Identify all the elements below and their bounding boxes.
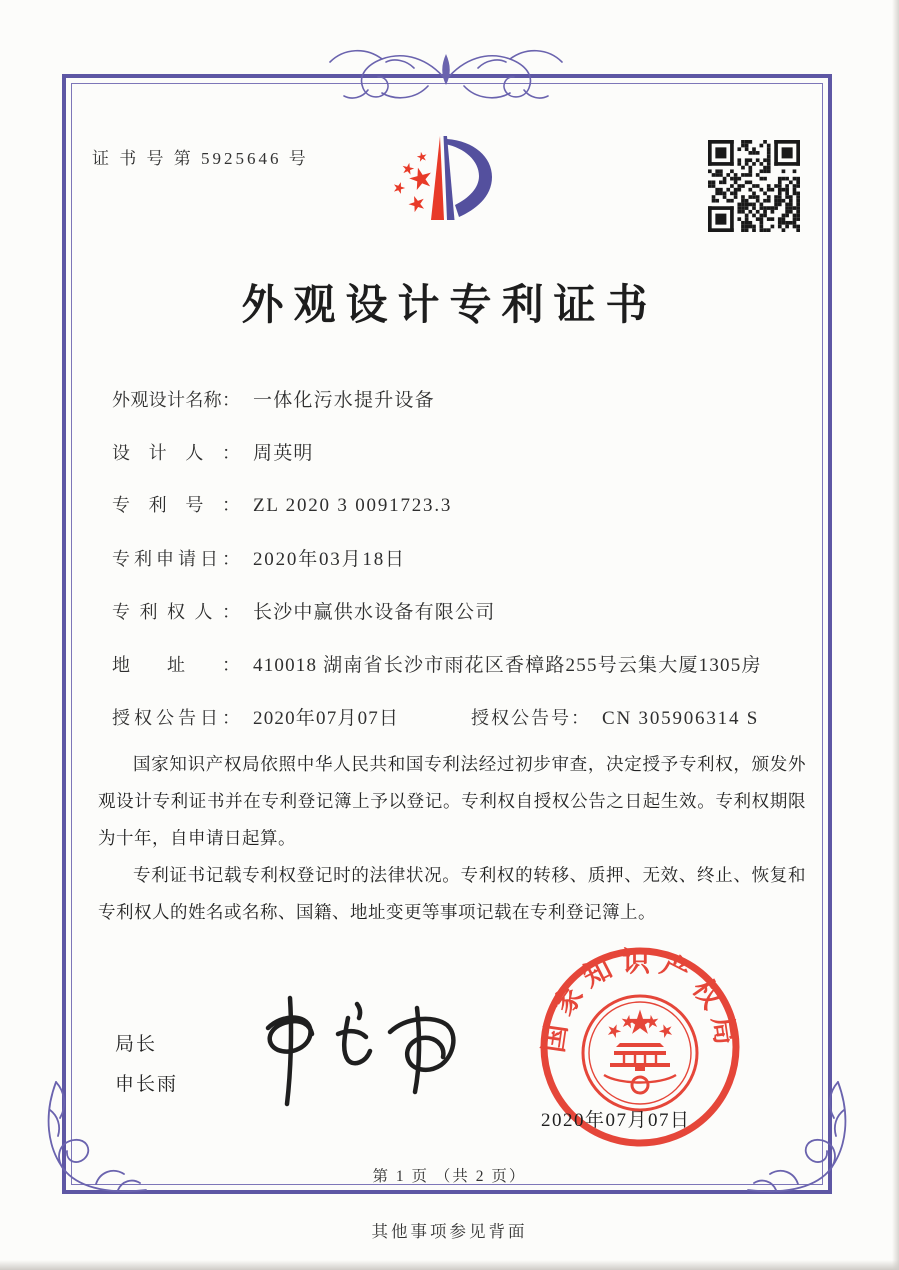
cnipa-logo-icon <box>372 130 522 244</box>
legal-body-text <box>98 746 806 931</box>
field-label: 地址： <box>112 655 240 675</box>
field-label: 设计人： <box>112 443 240 463</box>
field-value: 一体化污水提升设备 <box>253 390 435 411</box>
svg-text:国家知识产权局 <box>537 946 741 1055</box>
field-label: 专利申请日： <box>112 549 240 569</box>
page-number: 第 1 页 （共 2 页） <box>372 1168 527 1185</box>
field-design-name <box>112 385 435 412</box>
legal-paragraph-2: 专利证书记载专利权登记时的法律状况。专利权的转移、质押、无效、终止、恢复和专利权人的姓名或名称、国籍、地址变更等事项记载在专利登记簿上。 <box>98 865 806 923</box>
field-patentee <box>112 597 495 624</box>
field-label: 外观设计名称： <box>112 390 240 410</box>
field-value: 2020年07月07日 <box>253 708 400 729</box>
field-value: 周英明 <box>253 443 314 464</box>
field-label: 专利权人： <box>112 602 240 622</box>
qr-code <box>708 140 800 232</box>
certificate-title: 外观设计专利证书 <box>241 283 658 329</box>
field-value: 长沙中赢供水设备有限公司 <box>253 602 496 623</box>
legal-paragraph-1: 国家知识产权局依照中华人民共和国专利法经过初步审查，决定授予专利权，颁发外观设计专利证书并在专利登记簿上予以登记。专利权自授权公告之日起生效。专利权期限为十年，自申请日起算。 <box>98 754 806 849</box>
field-grant-row <box>112 703 759 730</box>
field-label: 专利号： <box>112 495 240 515</box>
scan-edge-shadow-right <box>892 0 899 1270</box>
field-value: CN 305906314 S <box>602 708 760 729</box>
handwritten-signature-icon <box>236 990 481 1115</box>
field-label: 授权公告日： <box>112 708 240 728</box>
seal-date: 2020年07月07日 <box>541 1110 691 1131</box>
field-value: 410018 湖南省长沙市雨花区香樟路255号云集大厦1305房 <box>253 655 762 676</box>
field-label: 授权公告号： <box>471 708 589 728</box>
field-value: 2020年03月18日 <box>253 549 406 570</box>
field-designer <box>112 438 314 465</box>
certificate-number: 证 书 号 第 5925646 号 <box>92 149 309 168</box>
back-side-note: 其他事项参见背面 <box>371 1222 528 1241</box>
signer-title: 局长 <box>115 1034 158 1055</box>
national-emblem-icon <box>583 996 697 1110</box>
signer-name: 申长雨 <box>115 1074 179 1095</box>
field-patent-number <box>112 491 452 517</box>
seal-text: 国家知识产权局 <box>538 946 742 1055</box>
field-filing-date <box>112 544 406 571</box>
field-value: ZL 2020 3 0091723.3 <box>253 495 453 516</box>
field-address <box>112 650 762 677</box>
scan-edge-shadow-bottom <box>0 1260 899 1270</box>
